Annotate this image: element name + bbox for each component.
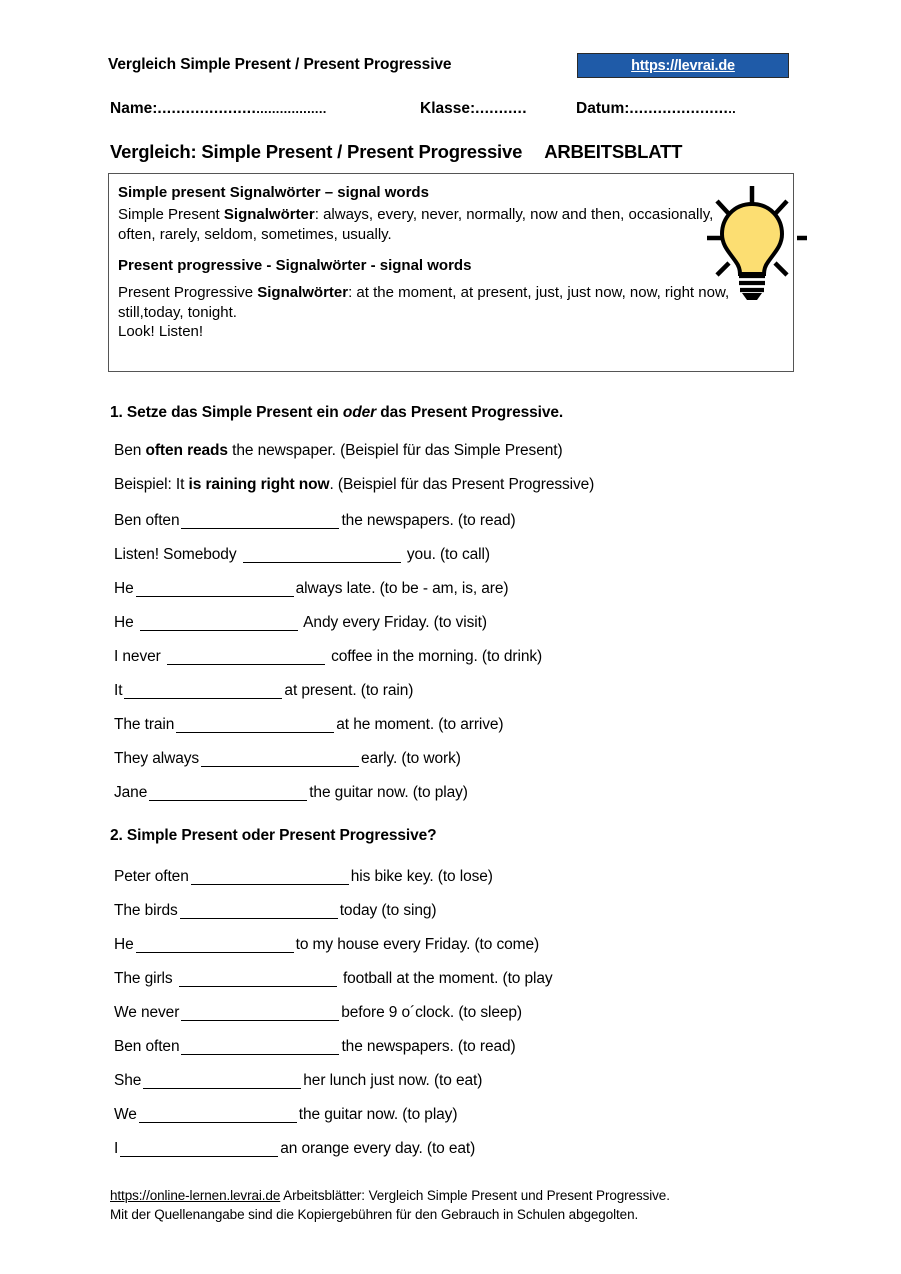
klasse-label: Klasse:	[420, 100, 476, 117]
exercise-2-item-answer-blank[interactable]	[143, 1070, 301, 1089]
exercise-1-item-line	[114, 612, 487, 632]
exercise-1-item-answer-blank[interactable]	[181, 510, 339, 529]
exercise-1-item-suffix: the guitar now. (to play)	[309, 784, 468, 801]
sp-text-bold: Signalwörter	[223, 206, 315, 224]
datum-field[interactable]	[576, 100, 736, 118]
exercise-1-item-suffix: the newspapers. (to read)	[341, 512, 516, 529]
klasse-dots: ...........	[475, 100, 527, 117]
exercise-1-item-line	[114, 646, 542, 666]
exercise-2-item-answer-blank[interactable]	[120, 1138, 278, 1157]
exercise-2-item-line	[114, 900, 436, 920]
exercise-2-item-prefix: The girls	[114, 970, 177, 987]
exercise-2-item-suffix: the newspapers. (to read)	[341, 1038, 516, 1055]
signal-words-heading-simple-present: Simple present Signalwörter – signal words	[118, 184, 429, 201]
signal-words-heading-present-progressive: Present progressive - Signalwörter - signal words	[118, 257, 472, 275]
exercise-2-item-line	[114, 866, 493, 886]
exercise-2-item-prefix: We never	[114, 1004, 180, 1021]
exercise-2-item-prefix: The birds	[114, 902, 178, 919]
exercise-2-item-prefix: Peter often	[114, 868, 189, 885]
ex1-heading-pre: 1. Setze das Simple Present ein	[110, 404, 343, 421]
exercise-1-item-answer-blank[interactable]	[201, 748, 359, 767]
datum-dots: .....................	[629, 100, 729, 117]
exercise-1-item-line	[114, 578, 508, 598]
worksheet-title	[110, 141, 682, 163]
exercise-1-item-suffix: early. (to work)	[361, 750, 461, 767]
exercise-2-item-line	[114, 1036, 516, 1056]
exercise-1-item-answer-blank[interactable]	[167, 646, 325, 665]
name-dots-large: .....................	[157, 100, 257, 117]
exercise-1-item-answer-blank[interactable]	[243, 544, 401, 563]
signal-words-content	[118, 183, 730, 342]
worksheet-title-main: Vergleich: Simple Present / Present Progressive	[110, 141, 523, 162]
exercise-1-item-suffix: always late. (to be - am, is, are)	[295, 580, 509, 597]
datum-label: Datum:	[576, 100, 630, 117]
ex1-ex1-bold: often reads	[145, 442, 228, 459]
footer-line-2: Mit der Quellenangabe sind die Kopiergebühren für den Gebrauch in Schulen abgegolten.	[110, 1207, 639, 1223]
name-label: Name:	[110, 100, 158, 117]
ex1-heading-post: das Present Progressive.	[376, 404, 564, 421]
exercise-2-item-prefix: We	[114, 1106, 137, 1123]
header-title: Vergleich Simple Present / Present Progressive	[108, 56, 452, 73]
exercise-1-item-answer-blank[interactable]	[136, 578, 294, 597]
exercise-2-item-answer-blank[interactable]	[179, 968, 337, 987]
exercise-2-item-suffix: football at the moment. (to play	[338, 970, 553, 987]
exercise-1-item-prefix: He	[114, 580, 134, 597]
exercise-2-item-suffix: an orange every day. (to eat)	[280, 1140, 476, 1157]
signal-words-simple-present-text	[118, 205, 718, 244]
exercise-2-item-suffix: her lunch just now. (to eat)	[303, 1072, 483, 1089]
ex1-ex1-pre: Ben	[114, 442, 146, 459]
exercise-2-item-line	[114, 934, 539, 954]
exercise-2-item-suffix: the guitar now. (to play)	[298, 1106, 458, 1123]
footer-line-1	[110, 1186, 810, 1205]
exercise-1-item-line	[114, 510, 516, 530]
exercise-2-item-prefix: He	[114, 936, 134, 953]
exercise-2-item-suffix: his bike key. (to lose)	[350, 868, 493, 885]
ex1-ex1-post: the newspaper. (Beispiel für das Simple Present)	[227, 442, 563, 459]
exercise-1-item-line	[114, 782, 468, 802]
page-footer	[110, 1186, 810, 1224]
exercise-1-item-answer-blank[interactable]	[149, 782, 307, 801]
exercise-1-item-prefix: Jane	[114, 784, 148, 801]
exercise-2-item-line	[114, 1002, 522, 1022]
name-field[interactable]	[110, 100, 327, 118]
exercise-1-item-suffix: you. (to call)	[402, 546, 490, 563]
exercise-1-item-suffix: coffee in the morning. (to drink)	[326, 648, 543, 665]
pp-text-pre: Present Progressive	[118, 284, 258, 302]
pp-text-bold: Signalwörter	[257, 284, 349, 302]
exercise-2-item-suffix: to my house every Friday. (to come)	[295, 936, 540, 953]
exercise-1-item-prefix: Listen! Somebody	[114, 546, 241, 563]
exercise-2-item-prefix: Ben often	[114, 1038, 180, 1055]
sp-text-post: : always, every, never, normally, now and then, occasionally, often, rarely, seldom, sometimes, usually.	[118, 206, 714, 243]
exercise-1-item-answer-blank[interactable]	[124, 680, 282, 699]
exercise-2-item-prefix: I	[114, 1140, 119, 1157]
exercise-1-example-2	[114, 476, 594, 494]
name-dots-small: ..................	[256, 101, 327, 116]
exercise-2-item-line	[114, 1070, 482, 1090]
exercise-1-item-line	[114, 748, 461, 768]
exercise-1-item-line	[114, 544, 490, 564]
exercise-1-item-prefix: It	[114, 682, 123, 699]
url-badge-label: https://levrai.de	[631, 57, 735, 74]
exercise-2-item-answer-blank[interactable]	[181, 1036, 339, 1055]
exercise-1-item-suffix: at he moment. (to arrive)	[336, 716, 504, 733]
signal-words-look-listen: Look! Listen!	[118, 323, 204, 341]
exercise-1-item-prefix: He	[114, 614, 138, 631]
datum-dots-small: ..	[728, 101, 737, 116]
exercise-1-item-line	[114, 680, 413, 700]
exercise-2-item-answer-blank[interactable]	[136, 934, 294, 953]
lightbulb-icon	[695, 183, 807, 301]
url-badge[interactable]	[577, 53, 789, 78]
exercise-1-heading	[110, 404, 563, 422]
exercise-1-item-prefix: I never	[114, 648, 165, 665]
sp-text-pre: Simple Present	[118, 206, 224, 224]
exercise-1-item-prefix: The train	[114, 716, 175, 733]
footer-source-link[interactable]: https://online-lernen.levrai.de	[110, 1188, 281, 1203]
exercise-1-item-prefix: They always	[114, 750, 200, 767]
exercise-2-item-line	[114, 1104, 457, 1124]
page-header	[108, 53, 798, 81]
exercise-1-item-prefix: Ben often	[114, 512, 180, 529]
exercise-2-item-line	[114, 1138, 475, 1158]
exercise-1-item-line	[114, 714, 503, 734]
ex1-ex2-pre: Beispiel: It	[114, 476, 189, 493]
exercise-2-item-line	[114, 968, 553, 988]
ex1-ex2-bold: is raining right now	[188, 476, 330, 493]
exercise-2-item-answer-blank[interactable]	[139, 1104, 297, 1123]
signal-words-present-progressive-text	[118, 283, 730, 322]
exercise-2-item-suffix: before 9 o´clock. (to sleep)	[341, 1004, 522, 1021]
student-info-row	[110, 100, 800, 124]
ex1-ex2-post: . (Beispiel für das Present Progressive)	[329, 476, 595, 493]
exercise-1-item-suffix: at present. (to rain)	[284, 682, 414, 699]
exercise-1-item-suffix: Andy every Friday. (to visit)	[299, 614, 487, 631]
exercise-1-item-answer-blank[interactable]	[140, 612, 298, 631]
worksheet-type-badge: ARBEITSBLATT	[544, 141, 683, 162]
ex1-heading-italic: oder	[342, 404, 377, 421]
footer-line-1-rest: Arbeitsblätter: Vergleich Simple Present und Present Progressive.	[280, 1188, 670, 1203]
klasse-field[interactable]	[420, 100, 527, 118]
signal-words-box	[108, 173, 794, 372]
exercise-2-item-answer-blank[interactable]	[191, 866, 349, 885]
exercise-2-item-answer-blank[interactable]	[180, 900, 338, 919]
exercise-2-item-answer-blank[interactable]	[181, 1002, 339, 1021]
exercise-2-item-suffix: today (to sing)	[339, 902, 437, 919]
exercise-2-item-prefix: She	[114, 1072, 142, 1089]
exercise-1-item-answer-blank[interactable]	[176, 714, 334, 733]
pp-text-post: : at the moment, at present, just, just now, now, right now, still,today, tonight.	[118, 284, 730, 321]
exercise-1-example-1	[114, 442, 563, 460]
exercise-2-heading: 2. Simple Present oder Present Progressive?	[110, 827, 437, 844]
